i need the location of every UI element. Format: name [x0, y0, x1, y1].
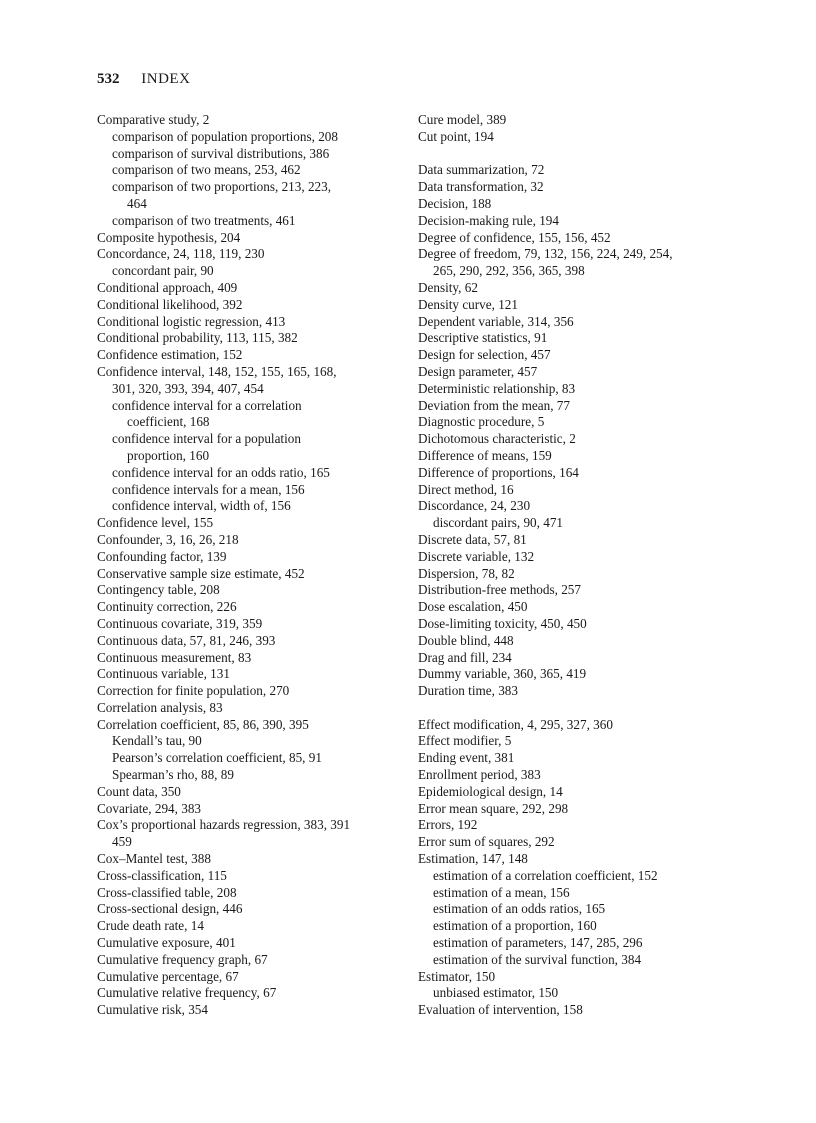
index-entry	[418, 162, 738, 179]
index-entry	[97, 784, 407, 801]
index-entry-text: Data transformation, 32	[418, 179, 544, 195]
index-entry	[97, 566, 407, 583]
index-entry	[97, 582, 407, 599]
index-subentry	[97, 498, 407, 515]
index-entry-text: Effect modifier, 5	[418, 733, 512, 749]
index-entry-text: Cure model, 389	[418, 112, 507, 127]
index-entry	[97, 515, 407, 532]
index-entry	[97, 666, 407, 683]
page-number: 532	[97, 71, 120, 87]
index-entry	[97, 532, 407, 549]
index-entry-text: Spearman’s rho, 88, 89	[112, 767, 234, 783]
index-entry	[97, 633, 407, 650]
index-entry-text: Double blind, 448	[418, 632, 514, 648]
index-subentry	[97, 179, 407, 213]
index-subentry	[418, 885, 738, 902]
index-entry-text: Decision-making rule, 194	[418, 212, 559, 228]
index-entry-text: estimation of parameters, 147, 285, 296	[433, 935, 643, 951]
index-entry	[418, 969, 738, 986]
index-entry-text: discordant pairs, 90, 471	[433, 515, 564, 531]
index-entry-text: Density curve, 121	[418, 296, 518, 312]
page-title: INDEX	[141, 71, 191, 87]
index-entry-text: Continuous covariate, 319, 359	[97, 615, 263, 631]
index-entry-text: comparison of two proportions, 213, 223,	[112, 179, 332, 195]
index-entry	[418, 297, 738, 314]
index-entry-text: Confounder, 3, 16, 26, 218	[97, 531, 239, 547]
index-entry	[418, 582, 738, 599]
index-entry	[418, 196, 738, 213]
index-entry-text: Data summarization, 72	[418, 162, 545, 178]
index-entry	[97, 364, 407, 398]
index-entry-text: Duration time, 383	[418, 683, 518, 699]
index-subentry	[97, 162, 407, 179]
index-entry-text: estimation of a mean, 156	[433, 884, 570, 900]
index-subentry	[418, 935, 738, 952]
index-entry-text: Ending event, 381	[418, 750, 515, 766]
index-subentry	[97, 750, 407, 767]
index-entry-text: Descriptive statistics, 91	[418, 330, 548, 346]
index-entry	[97, 985, 407, 1002]
index-entry-text: Dose-limiting toxicity, 450, 450	[418, 615, 587, 631]
index-entry	[418, 280, 738, 297]
index-entry-text: Cox–Mantel test, 388	[97, 851, 211, 867]
index-entry-continuation: 265, 290, 292, 356, 365, 398	[433, 263, 585, 279]
index-entry	[97, 280, 407, 297]
index-entry	[97, 969, 407, 986]
index-entry-text: Dependent variable, 314, 356	[418, 313, 574, 329]
index-entry-text: estimation of the survival function, 384	[433, 951, 642, 967]
index-entry	[418, 314, 738, 331]
index-entry-text: Density, 62	[418, 279, 478, 295]
index-entry-text: Dose escalation, 450	[418, 599, 528, 615]
index-entry-text: Conservative sample size estimate, 452	[97, 565, 305, 581]
index-entry	[418, 431, 738, 448]
index-entry	[418, 112, 738, 129]
index-entry-text: comparison of two treatments, 461	[112, 212, 296, 228]
index-entry	[418, 414, 738, 431]
index-subentry	[418, 901, 738, 918]
index-entry	[97, 650, 407, 667]
index-subentry	[97, 733, 407, 750]
index-entry-text: Decision, 188	[418, 195, 492, 211]
index-entry	[97, 851, 407, 868]
index-entry-text: Distribution-free methods, 257	[418, 582, 581, 598]
running-header	[97, 71, 190, 88]
index-subentry	[418, 985, 738, 1002]
index-entry-text: Dichotomous characteristic, 2	[418, 431, 576, 447]
index-entry	[418, 566, 738, 583]
index-entry-text: Continuous variable, 131	[97, 666, 230, 682]
index-entry-text: confidence interval for a population	[112, 431, 301, 447]
index-subentry	[418, 918, 738, 935]
index-entry	[418, 851, 738, 868]
index-entry	[418, 330, 738, 347]
index-subentry	[418, 868, 738, 885]
index-entry-continuation: coefficient, 168	[127, 414, 210, 430]
index-entry-text: confidence intervals for a mean, 156	[112, 481, 305, 497]
index-entry	[418, 733, 738, 750]
index-entry	[97, 801, 407, 818]
index-entry	[418, 599, 738, 616]
index-entry-text: Deterministic relationship, 83	[418, 380, 576, 396]
index-entry-text: Continuous data, 57, 81, 246, 393	[97, 632, 276, 648]
index-entry	[97, 868, 407, 885]
index-entry	[418, 633, 738, 650]
index-entry	[418, 683, 738, 700]
index-entry-text: Cut point, 194	[418, 128, 494, 144]
index-entry-text: confidence interval, width of, 156	[112, 498, 291, 514]
index-entry	[97, 952, 407, 969]
index-entry	[97, 1002, 407, 1019]
index-subentry	[97, 767, 407, 784]
index-entry	[418, 801, 738, 818]
index-entry-text: Evaluation of intervention, 158	[418, 1002, 583, 1018]
index-entry-text: Conditional logistic regression, 413	[97, 313, 286, 329]
index-entry-text: Discrete variable, 132	[418, 548, 535, 564]
index-entry-text: Pearson’s correlation coefficient, 85, 91	[112, 750, 322, 766]
index-entry-text: confidence interval for an odds ratio, 165	[112, 464, 330, 480]
index-entry	[418, 482, 738, 499]
index-entry	[418, 347, 738, 364]
index-subentry	[97, 129, 407, 146]
index-entry-text: Kendall’s tau, 90	[112, 733, 202, 749]
index-entry-text: Confounding factor, 139	[97, 548, 227, 564]
index-entry-text: Confidence interval, 148, 152, 155, 165, 168,	[97, 363, 337, 379]
index-entry	[418, 1002, 738, 1019]
index-entry-text: Design for selection, 457	[418, 347, 551, 363]
index-entry-continuation: 464	[127, 195, 147, 211]
index-entry	[418, 179, 738, 196]
index-entry-text: Correlation analysis, 83	[97, 699, 223, 715]
index-entry	[97, 230, 407, 247]
index-entry-text: Difference of means, 159	[418, 447, 552, 463]
index-entry	[97, 616, 407, 633]
index-entry-text: Correlation coefficient, 85, 86, 390, 395	[97, 716, 309, 732]
index-entry-text: Dummy variable, 360, 365, 419	[418, 666, 587, 682]
index-entry-text: Difference of proportions, 164	[418, 464, 579, 480]
index-entry	[418, 767, 738, 784]
index-entry-text: Cumulative exposure, 401	[97, 935, 236, 951]
index-entry-continuation: 459	[112, 834, 132, 850]
index-entry	[418, 616, 738, 633]
index-entry	[418, 750, 738, 767]
index-entry-text: Conditional approach, 409	[97, 279, 238, 295]
index-entry-text: Count data, 350	[97, 783, 181, 799]
index-entry	[418, 834, 738, 851]
index-entry-text: Conditional probability, 113, 115, 382	[97, 330, 298, 346]
index-entry	[97, 246, 407, 263]
index-entry-text: Continuous measurement, 83	[97, 649, 252, 665]
index-entry-text: Concordance, 24, 118, 119, 230	[97, 246, 265, 262]
index-entry-text: Deviation from the mean, 77	[418, 397, 570, 413]
index-subentry	[418, 952, 738, 969]
index-entry-text: Confidence level, 155	[97, 515, 214, 531]
index-subentry	[97, 482, 407, 499]
index-entry	[418, 717, 738, 734]
index-entry-text: Cumulative frequency graph, 67	[97, 951, 268, 967]
index-entry	[97, 112, 407, 129]
index-entry-text: comparison of population proportions, 208	[112, 128, 338, 144]
index-entry-text: Diagnostic procedure, 5	[418, 414, 545, 430]
index-entry	[418, 381, 738, 398]
index-entry	[418, 817, 738, 834]
index-subentry	[97, 146, 407, 163]
index-entry-text: Errors, 192	[418, 817, 478, 833]
index-entry	[418, 230, 738, 247]
index-entry	[97, 599, 407, 616]
index-entry-text: Cross-classified table, 208	[97, 884, 237, 900]
index-entry	[97, 885, 407, 902]
index-entry-text: Estimation, 147, 148	[418, 851, 528, 867]
index-entry-text: Comparative study, 2	[97, 112, 210, 127]
index-entry-text: confidence interval for a correlation	[112, 397, 302, 413]
index-entry	[97, 297, 407, 314]
index-entry-text: Contingency table, 208	[97, 582, 220, 598]
index-entry-text: Discordance, 24, 230	[418, 498, 531, 514]
index-entry-text: Error sum of squares, 292	[418, 834, 555, 850]
index-entry-text: Cumulative risk, 354	[97, 1002, 208, 1018]
index-subentry	[97, 398, 407, 432]
index-entry-text: Design parameter, 457	[418, 363, 538, 379]
index-entry-text: Dispersion, 78, 82	[418, 565, 515, 581]
index-entry-text: Confidence estimation, 152	[97, 347, 243, 363]
index-entry-text: estimation of a correlation coefficient, 152	[433, 867, 658, 883]
index-entry-text: Drag and fill, 234	[418, 649, 512, 665]
index-entry-text: estimation of an odds ratios, 165	[433, 901, 606, 917]
index-entry-text: comparison of survival distributions, 386	[112, 145, 330, 161]
index-entry	[418, 448, 738, 465]
index-column-left	[97, 112, 407, 1019]
index-entry-text: Degree of freedom, 79, 132, 156, 224, 249, 254,	[418, 246, 673, 262]
index-subentry	[418, 515, 738, 532]
index-entry-text: Continuity correction, 226	[97, 599, 237, 615]
index-column-right	[418, 112, 738, 1019]
index-entry	[97, 347, 407, 364]
index-entry-text: Error mean square, 292, 298	[418, 800, 569, 816]
index-entry	[418, 398, 738, 415]
index-entry	[97, 817, 407, 851]
index-entry-text: Crude death rate, 14	[97, 918, 204, 934]
index-entry-text: Cross-sectional design, 446	[97, 901, 243, 917]
index-entry-text: Degree of confidence, 155, 156, 452	[418, 229, 611, 245]
index-entry	[97, 717, 407, 734]
index-entry	[418, 129, 738, 146]
index-entry-text: Cox’s proportional hazards regression, 383, 391	[97, 817, 351, 833]
index-entry	[418, 666, 738, 683]
index-entry	[418, 213, 738, 230]
index-subentry	[97, 431, 407, 465]
index-entry-text: Discrete data, 57, 81	[418, 531, 527, 547]
index-entry-text: concordant pair, 90	[112, 263, 214, 279]
index-entry	[97, 935, 407, 952]
index-entry	[418, 650, 738, 667]
index-entry	[97, 901, 407, 918]
index-entry-text: Conditional likelihood, 392	[97, 296, 243, 312]
index-entry	[418, 532, 738, 549]
index-entry-text: unbiased estimator, 150	[433, 985, 559, 1001]
index-entry	[97, 683, 407, 700]
index-entry-continuation: proportion, 160	[127, 447, 210, 463]
index-subentry	[97, 213, 407, 230]
index-entry-text: Enrollment period, 383	[418, 767, 541, 783]
index-entry	[418, 549, 738, 566]
index-entry	[418, 465, 738, 482]
index-entry-text: Cross-classification, 115	[97, 867, 227, 883]
index-group-spacer	[418, 700, 738, 717]
index-subentry	[97, 263, 407, 280]
index-entry	[418, 784, 738, 801]
index-entry-text: Direct method, 16	[418, 481, 514, 497]
index-entry-text: Covariate, 294, 383	[97, 800, 202, 816]
index-entry-text: Epidemiological design, 14	[418, 783, 563, 799]
index-entry	[418, 364, 738, 381]
index-entry	[97, 314, 407, 331]
index-entry	[97, 918, 407, 935]
index-entry-text: Effect modification, 4, 295, 327, 360	[418, 716, 613, 732]
index-entry-text: Cumulative percentage, 67	[97, 968, 239, 984]
index-entry-text: comparison of two means, 253, 462	[112, 162, 301, 178]
index-entry-text: Estimator, 150	[418, 968, 496, 984]
index-entry-text: Correction for finite population, 270	[97, 683, 290, 699]
index-entry-text: estimation of a proportion, 160	[433, 918, 597, 934]
index-entry	[418, 498, 738, 515]
index-group-spacer	[418, 146, 738, 163]
index-entry-continuation: 301, 320, 393, 394, 407, 454	[112, 380, 264, 396]
index-entry	[97, 549, 407, 566]
index-entry-text: Cumulative relative frequency, 67	[97, 985, 277, 1001]
index-subentry	[97, 465, 407, 482]
index-entry	[418, 246, 738, 280]
index-entry	[97, 700, 407, 717]
index-entry-text: Composite hypothesis, 204	[97, 229, 241, 245]
index-entry	[97, 330, 407, 347]
